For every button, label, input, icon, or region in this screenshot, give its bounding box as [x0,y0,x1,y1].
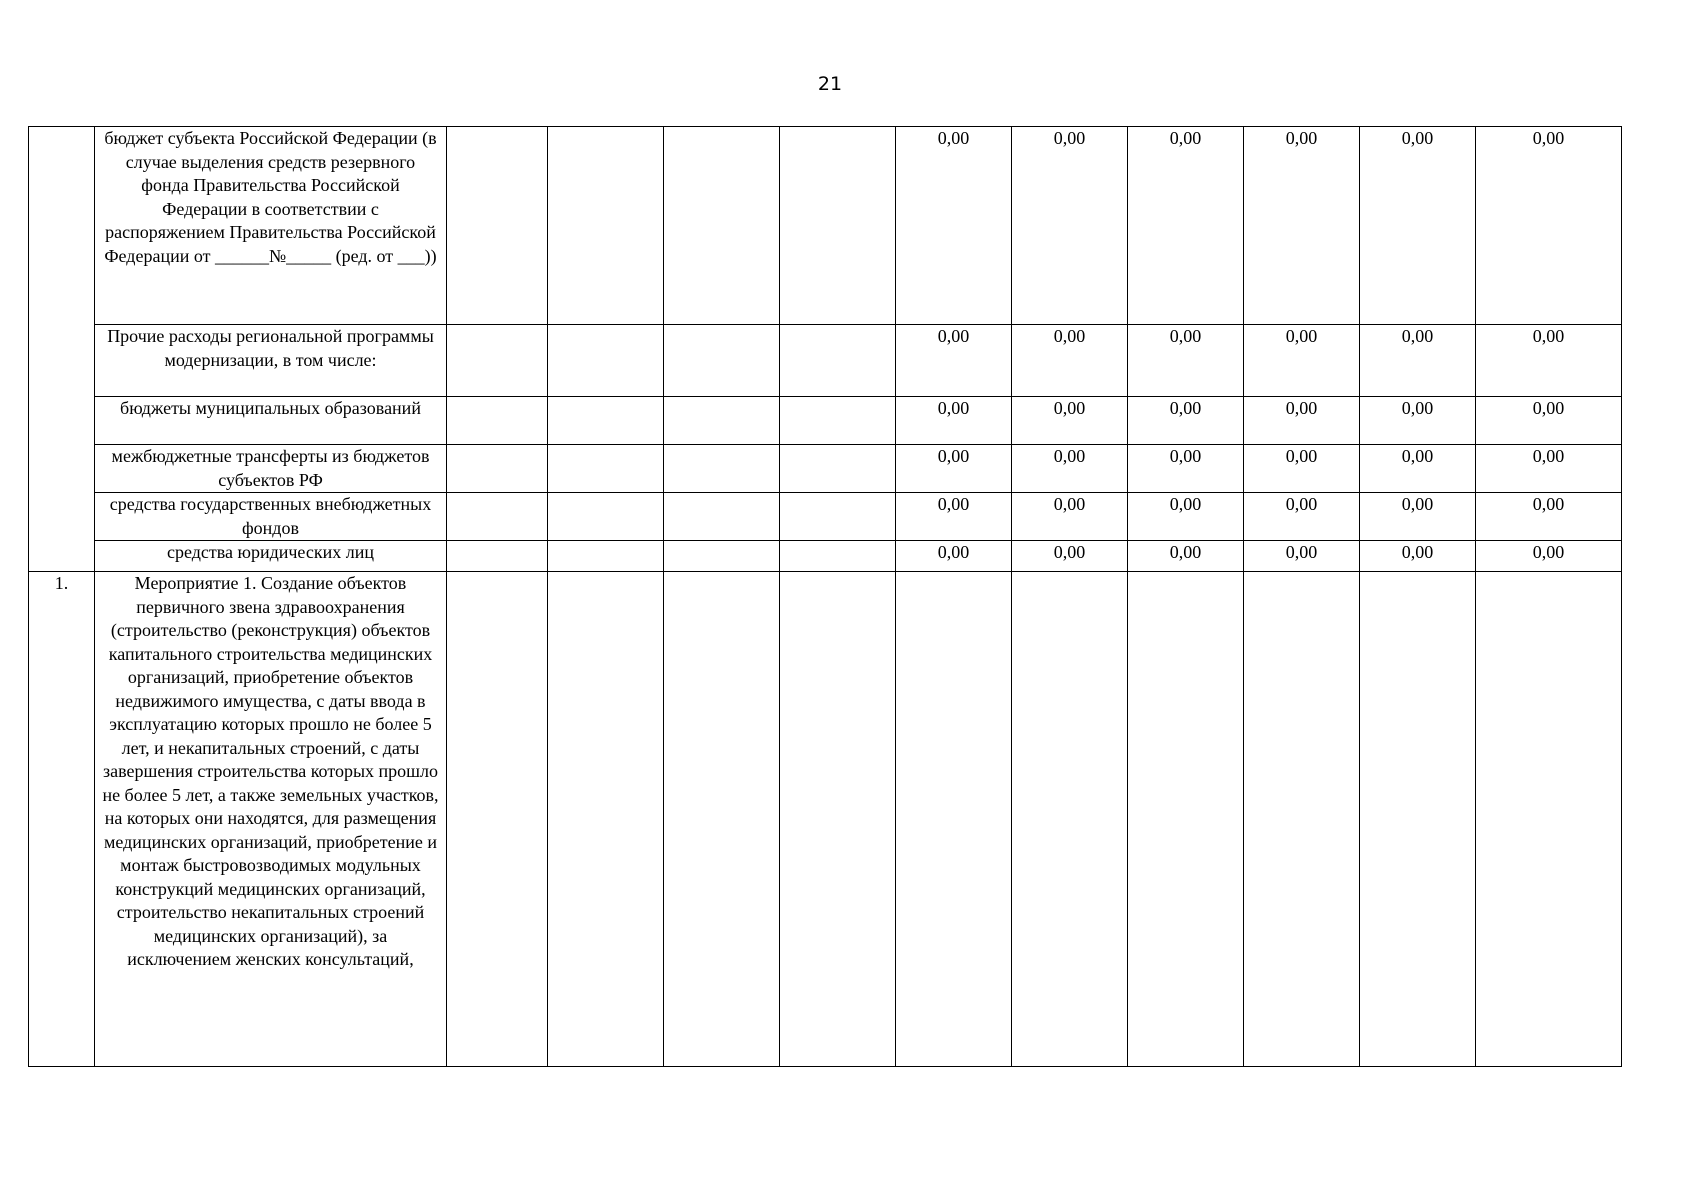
value-cell: 0,00 [1244,541,1360,572]
value-cell: 0,00 [1012,445,1128,493]
value-cell [1476,572,1622,1067]
empty-cell [548,541,664,572]
value-cell [1012,572,1128,1067]
value-cell: 0,00 [1476,325,1622,397]
empty-cell [780,572,896,1067]
value-cell: 0,00 [1244,397,1360,445]
empty-cell [780,325,896,397]
value-cell [1360,572,1476,1067]
table-row [29,325,1622,397]
value-cell: 0,00 [896,541,1012,572]
value-cell: 0,00 [896,127,1012,325]
empty-cell [780,493,896,541]
value-cell: 0,00 [1128,397,1244,445]
empty-cell [780,127,896,325]
empty-cell [664,397,780,445]
table-row [29,541,1622,572]
value-cell: 0,00 [1244,325,1360,397]
empty-cell [548,445,664,493]
value-cell: 0,00 [1244,493,1360,541]
empty-cell [447,325,548,397]
value-cell: 0,00 [1360,493,1476,541]
value-cell: 0,00 [1128,445,1244,493]
empty-cell [447,397,548,445]
value-cell: 0,00 [1360,325,1476,397]
empty-cell [447,541,548,572]
value-cell: 0,00 [1476,541,1622,572]
row-number-cell [29,127,95,572]
value-cell: 0,00 [1012,493,1128,541]
empty-cell [664,325,780,397]
empty-cell [664,493,780,541]
value-cell: 0,00 [1244,127,1360,325]
empty-cell [447,493,548,541]
table-row [29,572,1622,1067]
empty-cell [780,541,896,572]
value-cell: 0,00 [1360,445,1476,493]
empty-cell [664,541,780,572]
value-cell [1128,572,1244,1067]
value-cell: 0,00 [1012,127,1128,325]
table-row [29,445,1622,493]
value-cell: 0,00 [1476,445,1622,493]
value-cell: 0,00 [896,397,1012,445]
value-cell: 0,00 [1012,541,1128,572]
row-description: бюджеты муниципальных образований [95,397,447,445]
value-cell [896,572,1012,1067]
value-cell: 0,00 [1128,325,1244,397]
row-description: средства государственных внебюджетных фондов [95,493,447,541]
empty-cell [664,127,780,325]
value-cell: 0,00 [1244,445,1360,493]
value-cell: 0,00 [1476,397,1622,445]
table-row [29,493,1622,541]
empty-cell [548,325,664,397]
empty-cell [664,445,780,493]
row-number-cell: 1. [29,572,95,1067]
value-cell: 0,00 [1128,541,1244,572]
empty-cell [548,127,664,325]
value-cell: 0,00 [1360,127,1476,325]
row-description: бюджет субъекта Российской Федерации (в случае выделения средств резервного фонда Правительства Российской Федерации в соответствии с распоряжением Правительства Российской Федерации от ______№_____ (ред. от ___)) [95,127,447,325]
value-cell: 0,00 [1128,127,1244,325]
value-cell: 0,00 [896,325,1012,397]
page-number: 21 [817,73,843,95]
empty-cell [780,397,896,445]
row-description: средства юридических лиц [95,541,447,572]
empty-cell [447,445,548,493]
value-cell: 0,00 [1476,493,1622,541]
empty-cell [447,127,548,325]
row-description: Прочие расходы региональной программы модернизации, в том числе: [95,325,447,397]
empty-cell [548,493,664,541]
value-cell: 0,00 [1476,127,1622,325]
row-description: Мероприятие 1. Создание объектов первичного звена здравоохранения (строительство (реконструкция) объектов капитального строительства медицинских организаций, приобретение объектов недвижимого имущества, с даты ввода в эксплуатацию которых прошло не более 5 лет, и некапитальных строений, с даты завершения строительства которых прошло не более 5 лет, а также земельных участков, на которых они находятся, для размещения медицинских организаций, приобретение и монтаж быстровозводимых модульных конструкций медицинских организаций, строительство некапитальных строений медицинских организаций), за исключением женских консультаций, [95,572,447,1067]
empty-cell [548,572,664,1067]
value-cell: 0,00 [1360,397,1476,445]
value-cell: 0,00 [1128,493,1244,541]
value-cell [1244,572,1360,1067]
empty-cell [447,572,548,1067]
value-cell: 0,00 [1012,397,1128,445]
value-cell: 0,00 [1360,541,1476,572]
empty-cell [780,445,896,493]
value-cell: 0,00 [896,445,1012,493]
value-cell: 0,00 [896,493,1012,541]
empty-cell [548,397,664,445]
value-cell: 0,00 [1012,325,1128,397]
empty-cell [664,572,780,1067]
table-row [29,397,1622,445]
row-description: межбюджетные трансферты из бюджетов субъектов РФ [95,445,447,493]
budget-table [28,126,1622,1067]
table-row [29,127,1622,325]
